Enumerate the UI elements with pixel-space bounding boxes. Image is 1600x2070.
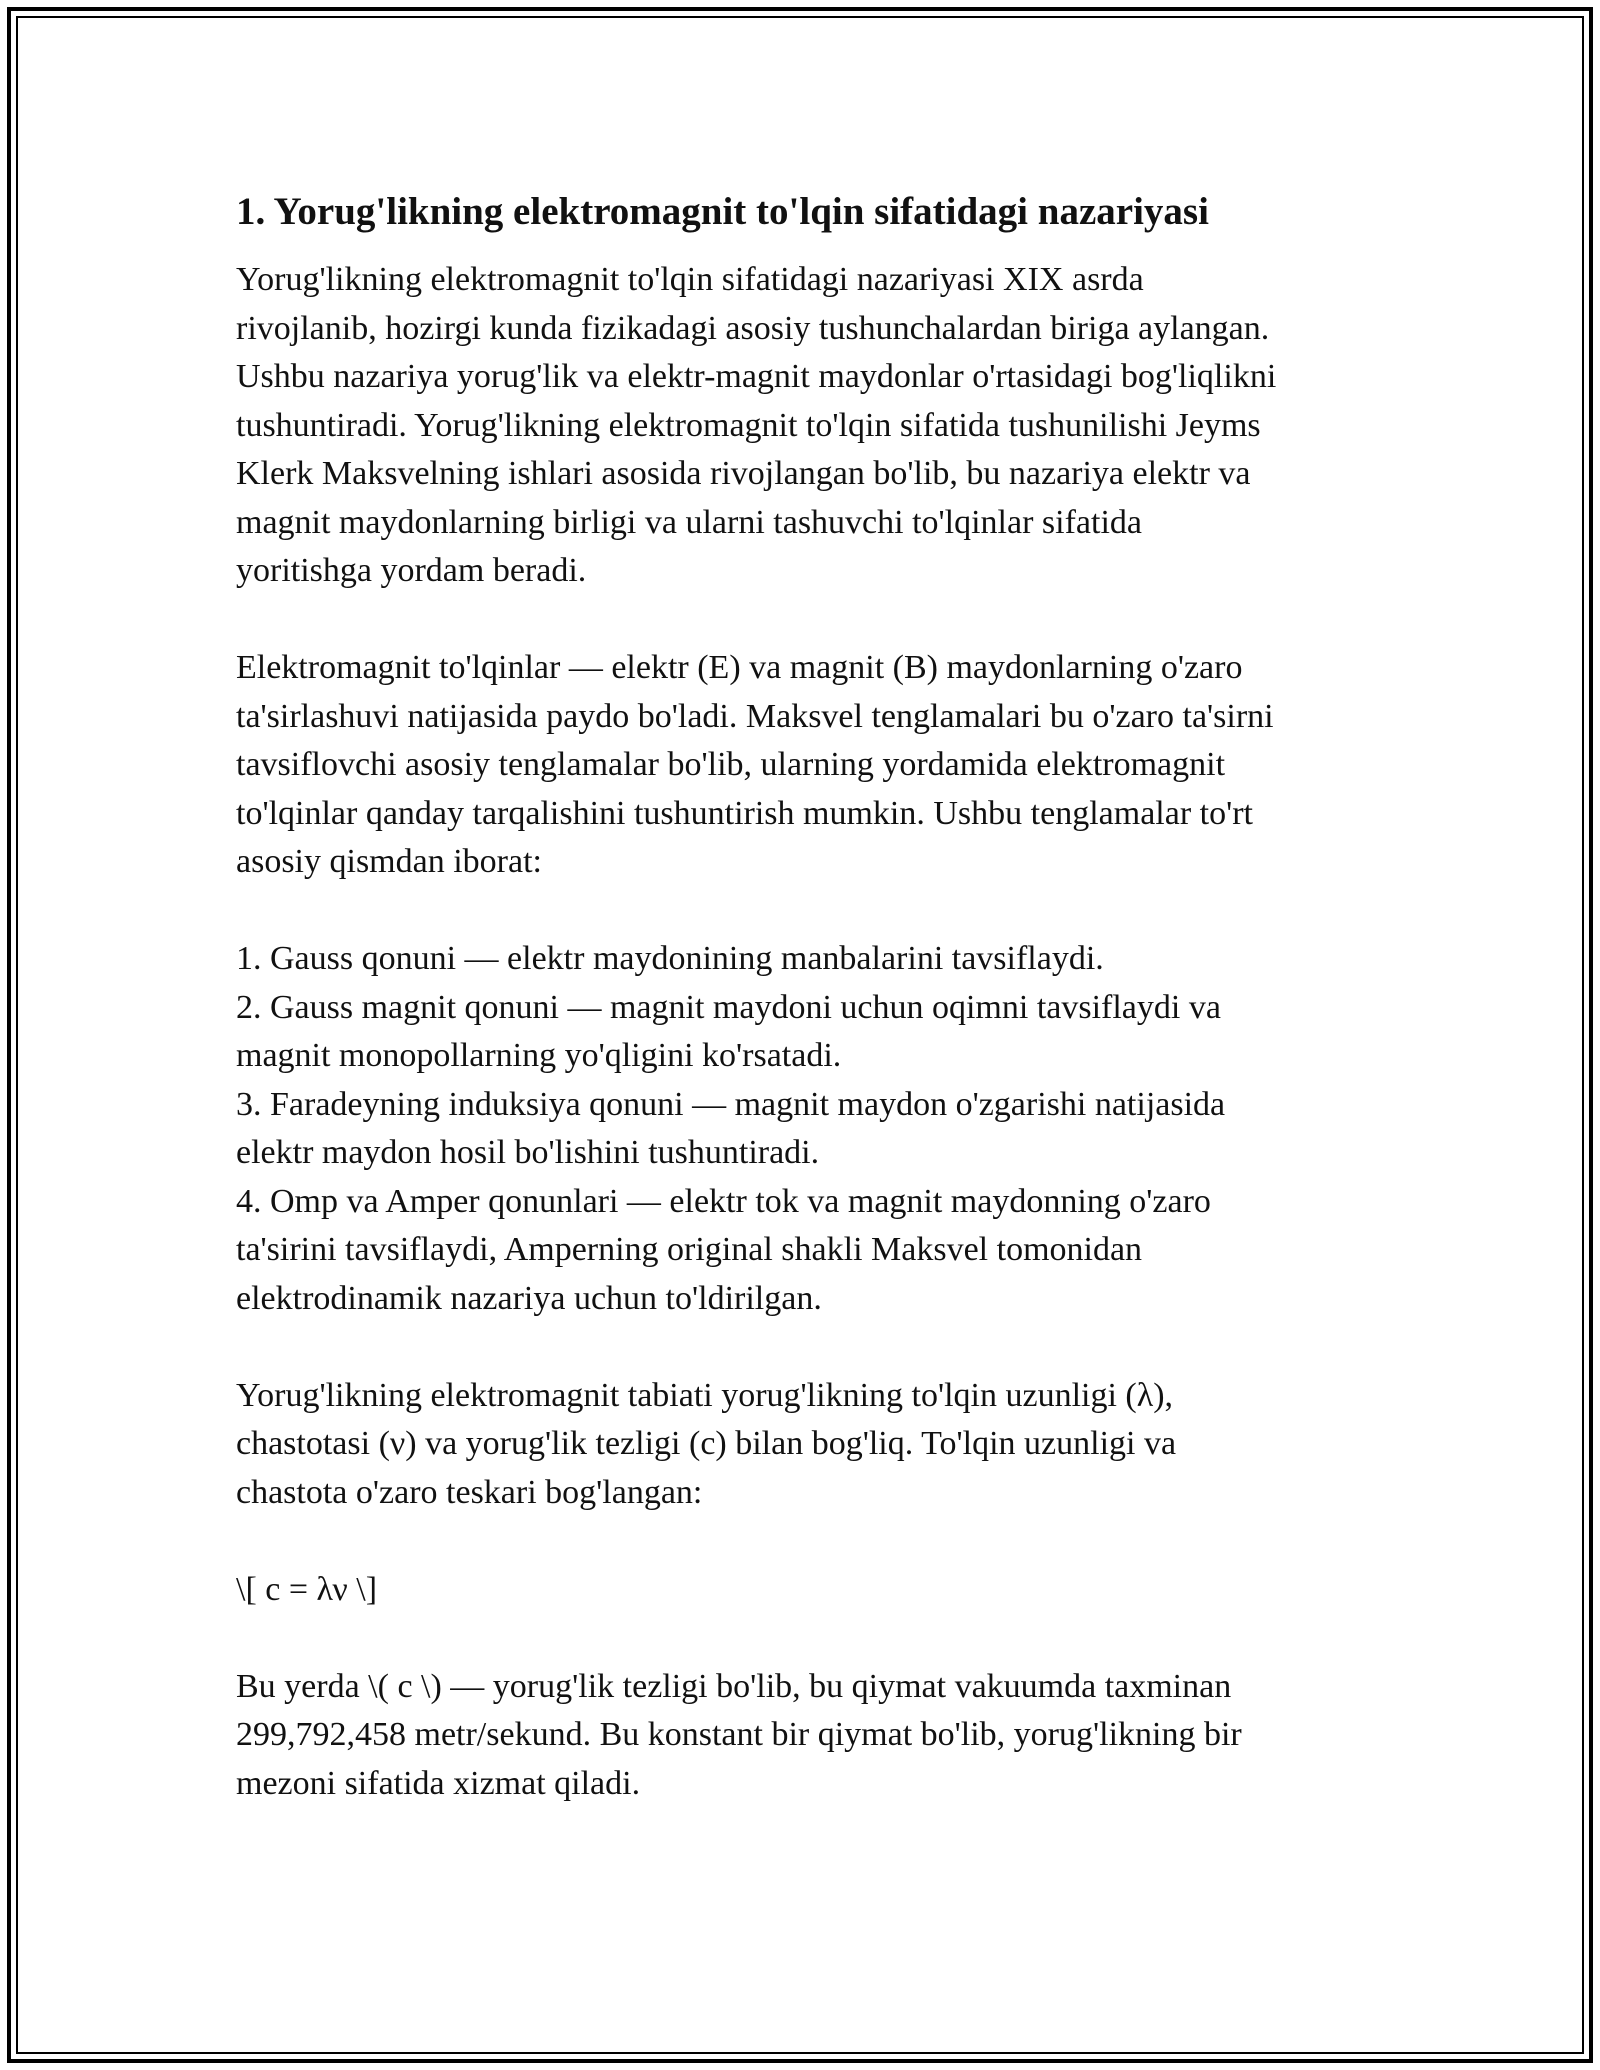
- document-text: [236, 256, 1366, 1808]
- text-line: ta'sirlashuvi natijasida paydo bo'ladi. Maksvel tenglamalari bu o'zaro ta'sirni: [236, 697, 1274, 735]
- text-line: Ushbu nazariya yorug'lik va elektr-magnit maydonlar o'rtasidagi bog'liqlikni: [236, 358, 1277, 395]
- text-line: ta'sirini tavsiflaydi, Amperning original shakli Maksvel tomonidan: [236, 1231, 1143, 1268]
- text-line: 299,792,458 metr/sekund. Bu konstant bir qiymat bo'lib, yorug'likning bir: [236, 1716, 1242, 1753]
- text-line: elektr maydon hosil bo'lishini tushuntiradi.: [236, 1134, 820, 1171]
- document-body: [236, 186, 1366, 1808]
- text-line: tavsiflovchi asosiy tenglamalar bo'lib, ularning yordamida elektromagnit: [236, 746, 1226, 783]
- text-line: yoritishga yordam beradi.: [236, 552, 587, 589]
- text-line: \[ c = λν \]: [236, 1570, 378, 1608]
- blank-line: [236, 596, 1366, 645]
- text-line: 3. Faradeyning induksiya qonuni — magnit maydon o'zgarishi natijasida: [236, 1085, 1226, 1123]
- text-line: chastota o'zaro teskari bog'langan:: [236, 1473, 703, 1511]
- text-line: 1. Gauss qonuni — elektr maydonining manbalarini tavsiflaydi.: [236, 940, 1104, 977]
- text-line: magnit maydonlarning birligi va ularni tashuvchi to'lqinlar sifatida: [236, 503, 1142, 541]
- text-line: tushuntiradi. Yorug'likning elektromagnit to'lqin sifatida tushunilishi Jeyms: [236, 406, 1261, 444]
- blank-line: [236, 1614, 1366, 1663]
- blank-line: [236, 1517, 1366, 1566]
- text-line: elektrodinamik nazariya uchun to'ldirilgan.: [236, 1279, 822, 1317]
- document-title: 1. Yorug'likning elektromagnit to'lqin sifatidagi nazariyasi: [236, 190, 1209, 233]
- text-line: Yorug'likning elektromagnit tabiati yorug'likning to'lqin uzunligi (λ),: [236, 1376, 1174, 1414]
- text-line: rivojlanib, hozirgi kunda fizikadagi asosiy tushunchalardan biriga aylangan.: [236, 309, 1270, 347]
- text-line: chastotasi (ν) va yorug'lik tezligi (c) bilan bog'liq. To'lqin uzunligi va: [236, 1425, 1177, 1462]
- blank-line: [236, 1323, 1366, 1372]
- text-line: asosiy qismdan iborat:: [236, 843, 542, 880]
- text-line: Klerk Maksvelning ishlari asosida rivojlangan bo'lib, bu nazariya elektr va: [236, 455, 1251, 492]
- text-line: Elektromagnit to'lqinlar — elektr (E) va magnit (B) maydonlarning o'zaro: [236, 649, 1243, 686]
- text-line: Bu yerda \( c \) — yorug'lik tezligi bo'lib, bu qiymat vakuumda taxminan: [236, 1667, 1232, 1705]
- text-line: Yorug'likning elektromagnit to'lqin sifatidagi nazariyasi XIX asrda: [236, 261, 1144, 298]
- blank-line: [236, 887, 1366, 936]
- text-line: to'lqinlar qanday tarqalishini tushuntirish mumkin. Ushbu tenglamalar to'rt: [236, 794, 1253, 832]
- text-line: magnit monopollarning yo'qligini ko'rsatadi.: [236, 1037, 842, 1074]
- text-line: 4. Omp va Amper qonunlari — elektr tok va magnit maydonning o'zaro: [236, 1182, 1211, 1220]
- text-line: mezoni sifatida xizmat qiladi.: [236, 1764, 641, 1802]
- text-line: 2. Gauss magnit qonuni — magnit maydoni uchun oqimni tavsiflaydi va: [236, 988, 1221, 1026]
